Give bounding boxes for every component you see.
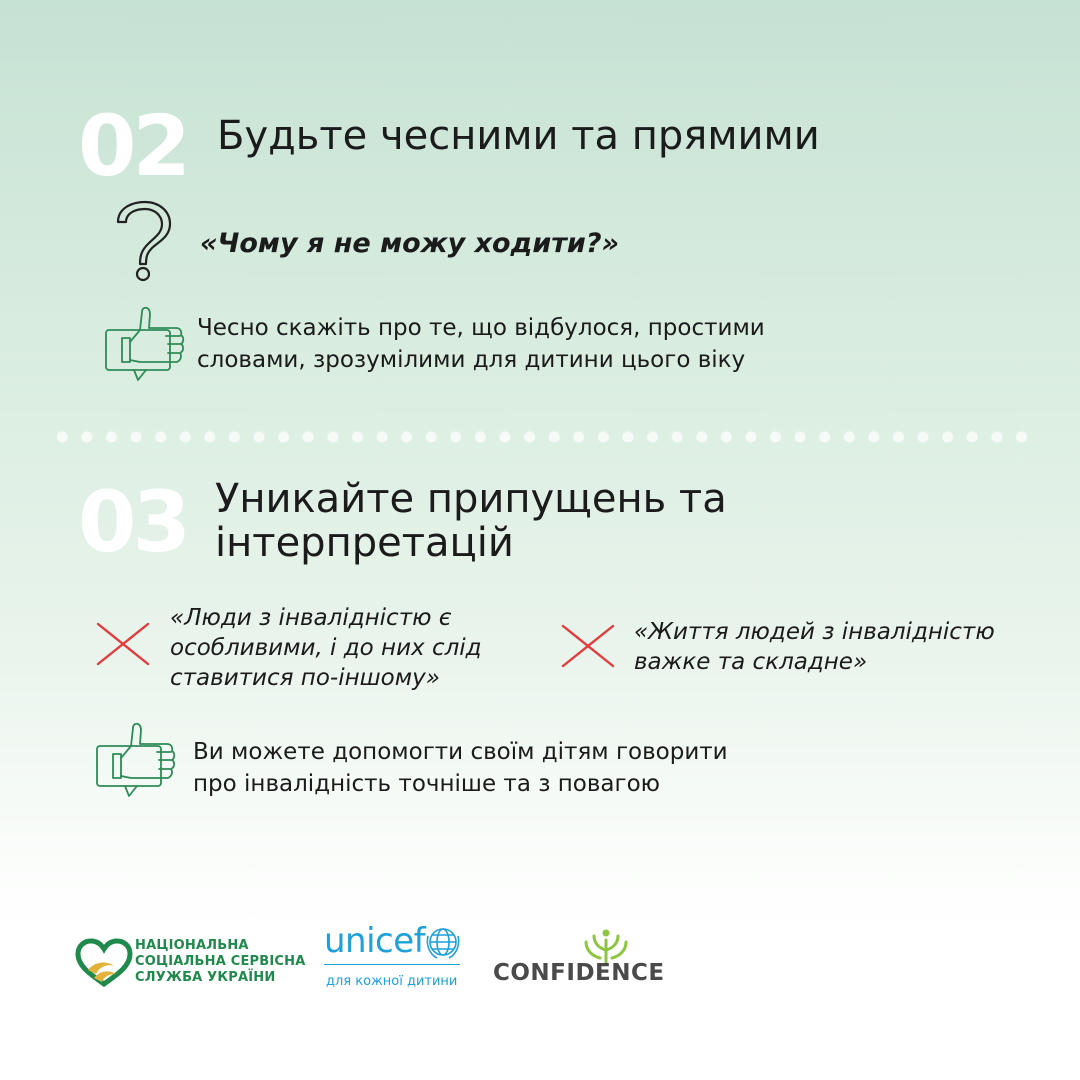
- advice-line: про інвалідність точніше та з повагою: [193, 771, 661, 797]
- unicef-logo-text: unicef: [324, 921, 426, 961]
- unicef-tagline: для кожної дитини: [326, 974, 458, 989]
- section-number-02: 02: [78, 97, 187, 195]
- question-mark-icon: [112, 200, 176, 284]
- wrong-statement-1: [170, 603, 482, 693]
- thumbs-up-icon: [104, 300, 188, 384]
- nssu-line: НАЦІОНАЛЬНА: [135, 938, 249, 953]
- quote-line: особливими, і до них слід: [170, 635, 482, 661]
- nssu-line: СОЦІАЛЬНА СЕРВІСНА: [135, 954, 306, 969]
- unicef-divider: [324, 964, 460, 965]
- quote-line: «Люди з інвалідністю є: [170, 605, 452, 631]
- confidence-logo-text: CONFIDENCE: [493, 960, 665, 986]
- section-title-03: [215, 477, 727, 565]
- section-title-line: Уникайте припущень та: [215, 476, 727, 522]
- advice-line: Ви можете допомогти своїм дітям говорити: [193, 739, 728, 765]
- confidence-tree-icon: [578, 928, 634, 964]
- quote-line: ставитися по-іншому»: [170, 665, 440, 691]
- quote-line: важке та складне»: [634, 649, 868, 675]
- nssu-heart-logo-icon: [76, 940, 132, 986]
- question-quote: «Чому я не можу ходити?»: [200, 228, 620, 259]
- quote-line: «Життя людей з інвалідністю: [634, 619, 995, 645]
- nssu-logo-text: [135, 938, 306, 986]
- cross-icon: [96, 622, 150, 666]
- cross-icon: [561, 624, 615, 668]
- wrong-statement-2: [634, 617, 995, 677]
- unicef-emblem-icon: [425, 924, 461, 960]
- nssu-line: СЛУЖБА УКРАЇНИ: [135, 970, 276, 985]
- advice-text-02: [197, 312, 765, 376]
- advice-line: словами, зрозумілими для дитини цього віку: [197, 347, 746, 373]
- section-title-line: інтерпретацій: [215, 520, 514, 566]
- section-title-02: Будьте чесними та прямими: [217, 113, 820, 159]
- advice-text-03: [193, 736, 728, 800]
- dotted-divider: [50, 430, 1035, 444]
- advice-line: Чесно скажіть про те, що відбулося, простими: [197, 315, 765, 341]
- thumbs-up-icon: [95, 716, 179, 800]
- section-number-03: 03: [78, 473, 187, 571]
